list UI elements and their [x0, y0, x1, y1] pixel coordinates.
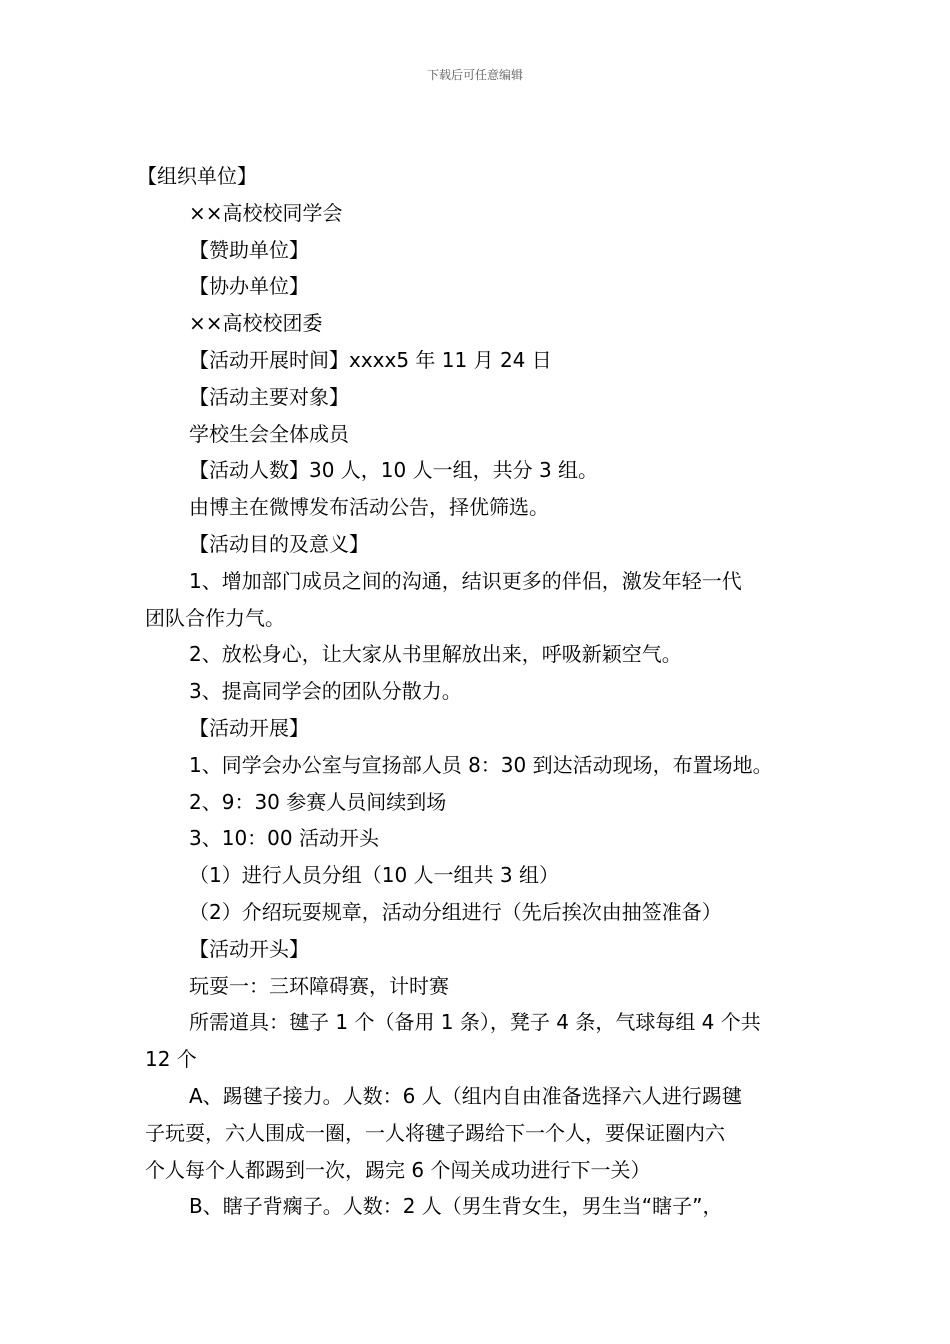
text-line: A、踢毽子接力。人数：6 人（组内自由准备选择六人进行踢毽: [189, 1083, 742, 1108]
document-body: [137, 158, 817, 1225]
text-line: 【活动开展时间】xxxx5 年 11 月 24 日: [189, 347, 552, 372]
text-line: 所需道具：毽子 1 个（备用 1 条），凳子 4 条，气球每组 4 个共: [189, 1010, 761, 1035]
text-line: ××高校校同学会: [189, 200, 343, 225]
text-line: 3、10：00 活动开头: [189, 826, 379, 851]
text-line: 学校生会全体成员: [189, 421, 349, 446]
text-line: 玩耍一：三环障碍赛，计时赛: [189, 973, 449, 998]
text-line: 【活动主要对象】: [189, 384, 349, 409]
text-line: 3、提高同学会的团队分散力。: [189, 679, 462, 704]
text-line: 【协办单位】: [189, 274, 309, 299]
text-line: 子玩耍，六人围成一圈，一人将毽子踢给下一个人，要保证圈内六: [145, 1120, 725, 1145]
text-line: 由博主在微博发布活动公告，择优筛选。: [189, 495, 549, 520]
text-line: 团队合作力气。: [145, 605, 285, 630]
page-header: 下载后可任意编辑: [426, 68, 523, 82]
text-line: ××高校校团委: [189, 311, 323, 336]
text-line: （2）介绍玩耍规章，活动分组进行（先后挨次由抽签准备）: [189, 899, 722, 924]
text-line: 【活动目的及意义】: [189, 531, 369, 556]
text-line: 1、同学会办公室与宣扬部人员 8：30 到达活动现场，布置场地。: [189, 752, 773, 777]
text-line: 12 个: [145, 1047, 197, 1072]
text-line: 2、放松身心，让大家从书里解放出来，呼吸新颖空气。: [189, 642, 682, 667]
text-line: B、瞎子背瘸子。人数：2 人（男生背女生，男生当“瞎子”，: [189, 1194, 723, 1219]
text-line: 【赞助单位】: [189, 237, 309, 262]
text-line: 个人每个人都踢到一次，踢完 6 个闯关成功进行下一关）: [145, 1157, 651, 1182]
text-line: 【组织单位】: [137, 164, 257, 188]
text-line: 【活动开头】: [189, 936, 309, 961]
text-line: 1、增加部门成员之间的沟通，结识更多的伴侣，激发年轻一代: [189, 568, 742, 593]
text-line: 2、9：30 参赛人员间续到场: [189, 789, 447, 814]
text-line: 【活动人数】30 人，10 人一组，共分 3 组。: [189, 458, 599, 483]
text-line: （1）进行人员分组（10 人一组共 3 组）: [189, 863, 559, 888]
text-line: 【活动开展】: [189, 715, 309, 740]
